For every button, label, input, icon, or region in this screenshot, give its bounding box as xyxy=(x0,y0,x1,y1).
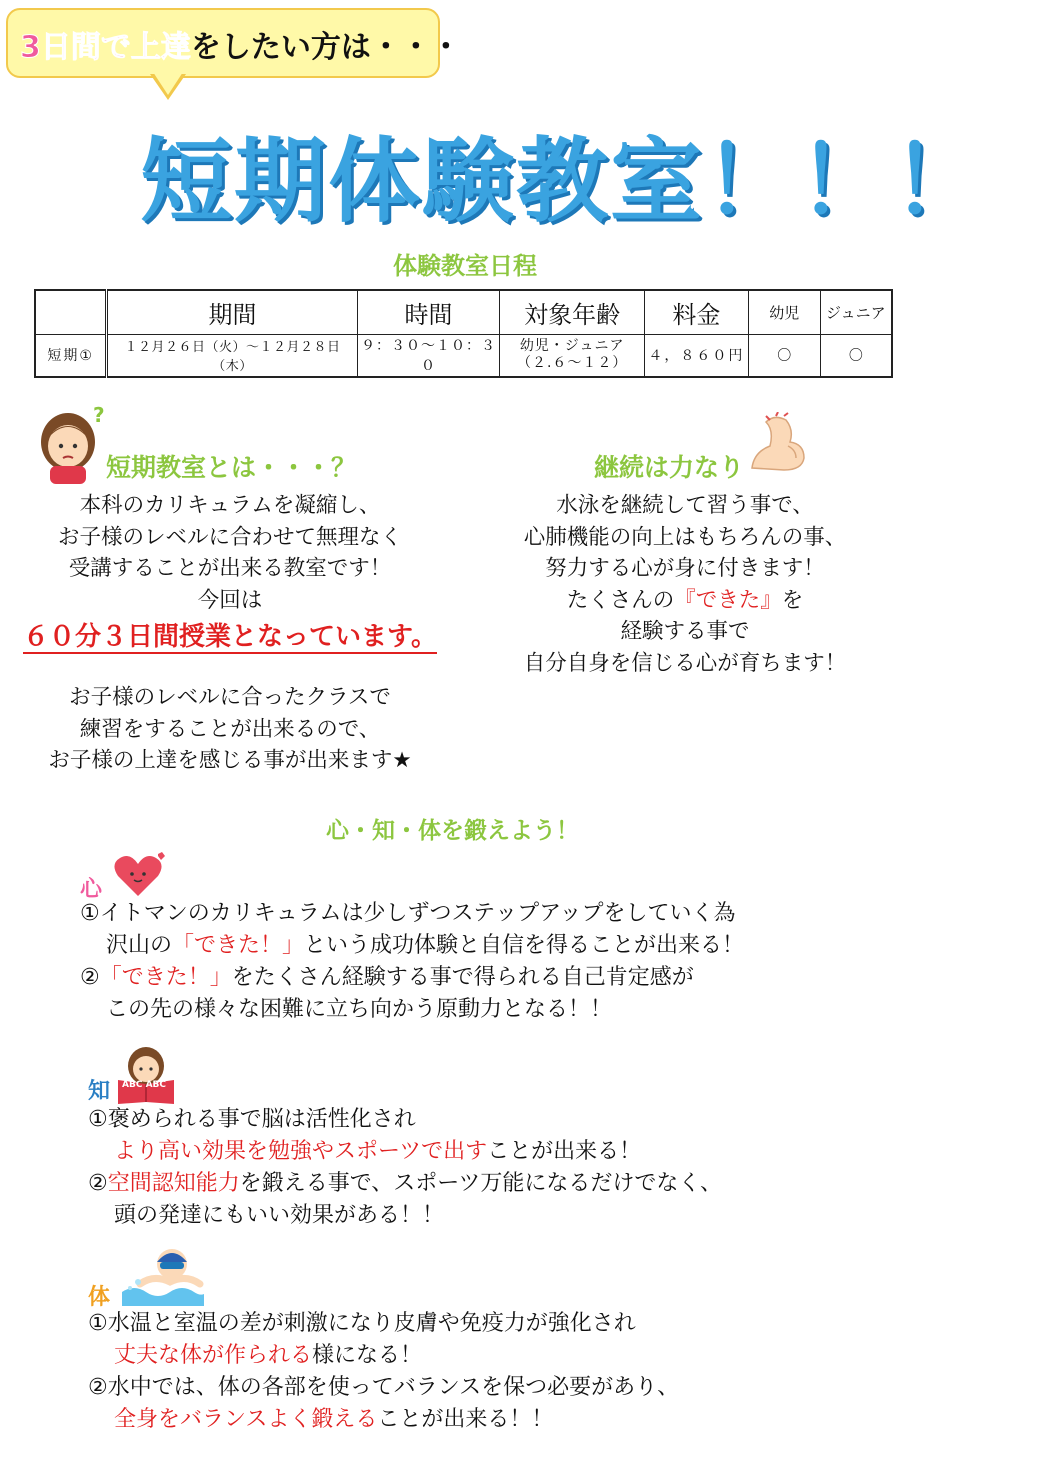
right-line-6: 自分自身を信じる心が育ちます！ xyxy=(523,650,847,676)
reading-girl-icon xyxy=(116,1044,178,1104)
right-line-4-post: を xyxy=(781,587,804,613)
tai-label: 体 xyxy=(88,1285,111,1310)
left-section-body-2 xyxy=(10,682,450,777)
left-line-3: 受講することが出来る教室です！ xyxy=(68,556,392,581)
tai-body xyxy=(88,1308,679,1436)
header-infant: 幼児 xyxy=(748,290,820,334)
thinking-girl-icon xyxy=(36,402,108,484)
tai-line-2 xyxy=(88,1340,679,1372)
mind-body-heading: 心・知・体を鍛えよう！ xyxy=(326,818,579,844)
cell-age xyxy=(500,334,645,377)
right-line-3: 努力する心が身に付きます！ xyxy=(545,556,825,581)
bubble-text-rest: をしたい方は・・・ xyxy=(190,30,461,65)
left-line-6: 練習をすることが出来るので、 xyxy=(79,716,381,742)
tai-line-2-post: 様になる！ xyxy=(312,1343,423,1368)
left-section-body xyxy=(10,490,450,653)
cell-junior: 〇 xyxy=(820,334,892,377)
left-emphasis xyxy=(10,616,450,653)
heart-icon xyxy=(112,852,168,900)
chi-line-3-red: 空間認知能力 xyxy=(107,1171,240,1196)
chi-line-3-post: を鍛える事で、スポーツ万能になるだけでなく、 xyxy=(239,1171,722,1196)
right-line-5: 経験する事で xyxy=(620,619,750,644)
right-section-body xyxy=(480,490,890,679)
schedule-title: 体験教室日程 xyxy=(393,252,537,280)
left-section-heading: 短期教室とは・・・？ xyxy=(106,453,357,482)
left-line-1: 本科のカリキュラムを凝縮し、 xyxy=(79,493,381,518)
tai-line-1: ①水温と室温の差が刺激になり皮膚や免疫力が強化され xyxy=(88,1311,636,1336)
left-line-2: お子様のレベルに合わせて無理なく xyxy=(57,524,402,550)
cell-age-line1: 幼児・ジュニア xyxy=(519,338,625,355)
header-blank xyxy=(35,290,107,334)
kokoro-line-1: ①イトマンのカリキュラムは少しずつステップアップをしていく為 xyxy=(80,901,736,926)
chi-line-2-post: ことが出来る！ xyxy=(487,1139,642,1164)
chi-line-4: 頭の発達にもいい効果がある！！ xyxy=(114,1203,445,1228)
tai-line-3: ②水中では、体の各部を使ってバランスを保つ必要があり、 xyxy=(88,1375,680,1400)
schedule-header-row xyxy=(35,290,892,334)
cell-fee: ４，８６０円 xyxy=(645,334,749,377)
chi-line-2-red: より高い効果を勉強やスポーツで出す xyxy=(114,1139,488,1164)
right-line-1: 水泳を継続して習う事で、 xyxy=(556,493,814,518)
cell-age-line2: （２.６～１２） xyxy=(516,355,628,372)
chi-label: 知 xyxy=(88,1079,111,1104)
header-time: 時間 xyxy=(357,290,500,334)
kokoro-line-4: この先の様々な困難に立ち向かう原動力となる！！ xyxy=(106,997,613,1022)
book-text: ABC ABC xyxy=(122,1080,166,1090)
tai-line-4-red: 全身をバランスよく鍛える xyxy=(114,1407,378,1432)
kokoro-line-3-post: をたくさん経験する事で得られる自己肯定感が xyxy=(231,965,694,990)
cell-course: 短期① xyxy=(35,334,107,377)
svg-text:?: ? xyxy=(93,403,105,427)
left-line-5: お子様のレベルに合ったクラスで xyxy=(69,685,391,710)
schedule-row xyxy=(35,334,892,377)
header-junior: ジュニア xyxy=(820,290,892,334)
bubble-tail-inner xyxy=(153,72,183,95)
cell-period: １２月２６日（火）～１２月２８日（木） xyxy=(107,334,357,377)
right-line-4-pre: たくさんの xyxy=(566,587,675,613)
header-age: 対象年齢 xyxy=(500,290,645,334)
muscle-arm-icon xyxy=(748,412,808,474)
kokoro-line-2-post: という成功体験と自信を得ることが出来る！ xyxy=(304,933,745,958)
tai-line-4 xyxy=(88,1404,679,1436)
swimmer-icon xyxy=(120,1244,206,1306)
right-line-4-red: 『できた』 xyxy=(674,587,782,613)
right-section-heading: 継続は力なり xyxy=(594,453,745,482)
header-period: 期間 xyxy=(107,290,357,334)
schedule-table xyxy=(34,289,893,378)
kokoro-line-2-pre: 沢山の xyxy=(106,933,173,958)
chi-line-1: ①褒められる事で脳は活性化され xyxy=(88,1107,416,1132)
right-line-4 xyxy=(480,585,890,617)
kokoro-line-2-red: 「できた！」 xyxy=(172,933,305,958)
tai-line-4-post: ことが出来る！！ xyxy=(377,1407,554,1432)
chi-line-2 xyxy=(88,1136,722,1168)
bubble-text-highlight: 3日間で上達 xyxy=(20,30,191,65)
left-line-7: お子様の上達を感じる事が出来ます★ xyxy=(48,748,412,773)
chi-line-3 xyxy=(88,1168,722,1200)
tai-line-2-red: 丈夫な体が作られる xyxy=(114,1343,313,1368)
right-line-2: 心肺機能の向上はもちろんの事、 xyxy=(523,524,847,550)
kokoro-label: 心 xyxy=(80,877,103,902)
left-emphasis-text: ６０分３日間授業となっています。 xyxy=(23,622,437,652)
cell-time: ９：３０～１０：３０ xyxy=(357,334,500,377)
kokoro-line-2 xyxy=(80,930,744,962)
kokoro-line-3 xyxy=(80,962,744,994)
kokoro-line-3-pre: ② xyxy=(80,965,100,990)
main-title: 短期体験教室！！！ xyxy=(140,128,987,235)
cell-infant: 〇 xyxy=(748,334,820,377)
chi-body xyxy=(88,1104,722,1232)
chi-line-3-pre: ② xyxy=(88,1171,108,1196)
bubble-text xyxy=(20,22,461,66)
header-fee: 料金 xyxy=(645,290,749,334)
kokoro-line-3-red: 「できた！」 xyxy=(99,965,232,990)
kokoro-body xyxy=(80,898,744,1026)
left-line-4: 今回は xyxy=(197,587,263,613)
